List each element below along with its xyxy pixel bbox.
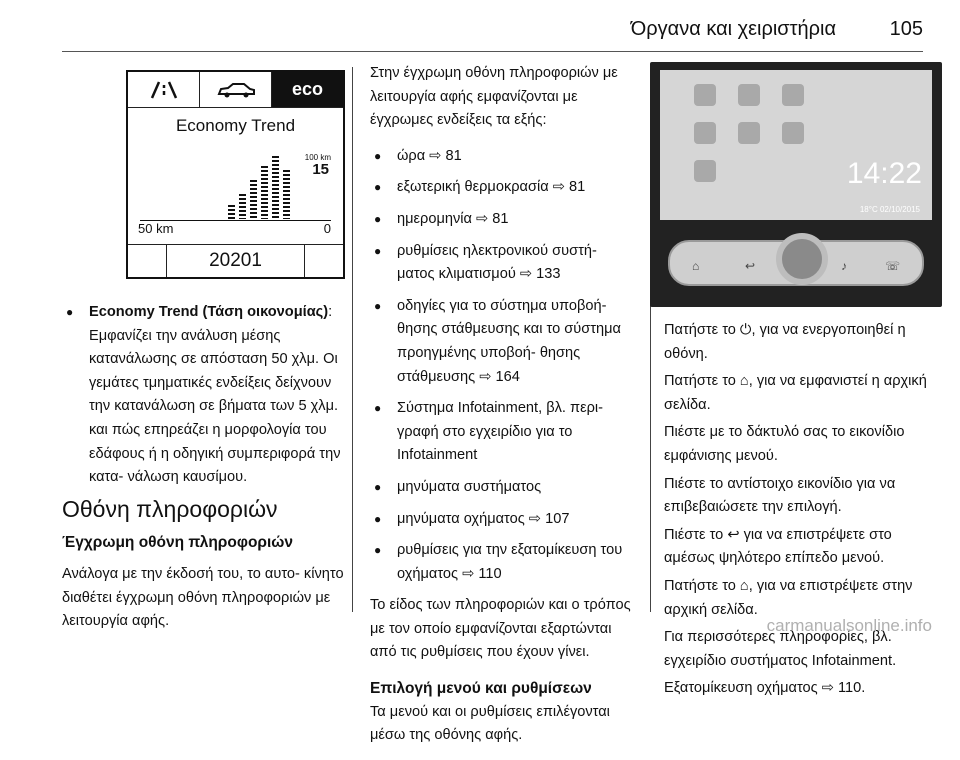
paragraph: Πιέστε το ↩ για να επιστρέψετε στο αμέσως ψηλότερο επίπεδο μενού. [664,526,892,567]
audio-icon: ♪ [841,259,847,273]
paragraph: Πιέστε με το δάκτυλό σας το εικονίδιο εμφάνισης μενού. [664,424,905,464]
section-heading: Οθόνη πληροφοριών [62,495,278,522]
paragraph: Πατήστε το ⌂, για να εμφανιστεί η αρχική σελίδα. [664,373,927,413]
economy-trend-title: Economy Trend [175,116,296,135]
clock-date: 18°C 02/10/2015 [859,205,920,214]
page-header [631,18,923,41]
bullet-term: Economy Trend (Τάση οικονομίας) [89,304,329,320]
cluster-bottom-bar [128,244,343,277]
scale-value: 15 [312,161,329,178]
list-item: ● μηνύματα συστήματος [370,476,638,500]
list-item: ● Σύστημα Infotainment, βλ. περι- γραφή στο εγχειρίδιο για το Infotainment [370,397,638,468]
list-item: ● οδηγίες για το σύστημα υποβοή- θησης στάθμευσης και το σύστημα προηγμένης υποβοή- θησης στάθμευσης ⇨ 164 [370,295,638,389]
list-item: ● εξωτερική θερμοκρασία ⇨ 81 [370,176,638,200]
list-item: ● μηνύματα οχήματος ⇨ 107 [370,508,638,532]
paragraph: Το είδος των πληροφοριών και ο τρόπος με τον οποίο εμφανίζονται εξαρτώνται από τις ρυθμίσεις που έχουν γίνει. [370,597,631,661]
consumption-bar [228,205,235,219]
watermark: carmanualsonline.info [766,616,932,635]
infotainment-display-image [650,62,942,307]
app-icon [694,122,716,144]
power-knob-icon [776,233,828,285]
app-icon [782,122,804,144]
consumption-bars [228,156,290,219]
consumption-bar [239,194,246,219]
subheading: Έγχρωμη οθόνη πληροφοριών [62,534,294,552]
bullet-text: : Εμφανίζει την ανάλυση μέσης κατανάλωσης σε απόσταση 50 χλμ. Οι γεμάτες τμηματικές ενδείξεις δείχνουν την κατανάλωση σε βήματα των 5 χλμ. και πώς επηρεάζει η μορφολογία του εδάφους ή η οδηγική συμπεριφορά την κατα- νάλωση καυσίμου. [89,304,341,486]
back-icon: ↩ [745,259,756,273]
consumption-bar [272,156,279,219]
page-title: Όργανα και χειριστήρια [630,18,837,40]
consumption-bar [261,166,268,219]
app-icon [694,160,716,182]
clock-time: 14:22 [846,157,922,190]
paragraph: Πατήστε το ⌂, για να επιστρέψετε στην αρχική σελίδα. [664,577,913,618]
column-divider [352,67,353,612]
car-icon [200,72,272,107]
app-icon [782,84,804,106]
distance-right-label: 0 [323,221,331,237]
display-items-list [370,145,638,587]
paragraph: Πατήστε το ⏻, για να ενεργοποιηθεί η οθόνη. [664,322,906,362]
distance-left-label: 50 km [138,221,174,237]
list-item: ● ώρα ⇨ 81 [370,145,638,169]
eco-label: eco [272,72,343,107]
paragraph: Για περισσότερες πληροφορίες, βλ. εγχειρίδιο συστήματος Infotainment. [664,629,897,669]
paragraph: Ανάλογα με την έκδοσή του, το αυτο- κίνητο διαθέτει έγχρωμη οθόνη πληροφοριών με λειτουργία αφής. [62,565,344,630]
list-item: ● ρυθμίσεις για την εξατομίκευση του οχήματος ⇨ 110 [370,539,638,586]
app-icon [738,84,760,106]
consumption-bar [283,170,290,219]
header-rule [62,51,923,52]
paragraph: Τα μενού και οι ρυθμίσεις επιλέγονται μέσω της οθόνης αφής. [370,703,610,744]
home-icon: ⌂ [692,259,700,273]
consumption-bar [250,180,257,219]
app-icon [694,84,716,106]
cluster-top-bar [128,72,343,108]
paragraph: Πιέστε το αντίστοιχο εικονίδιο για να επιβεβαιώσετε την επιλογή. [664,475,896,516]
intro-paragraph: Στην έγχρωμη οθόνη πληροφοριών με λειτουργία αφής εμφανίζονται με έγχρωμες ενδείξεις τα εξής: [370,65,618,129]
phone-icon: ☏ [884,259,900,273]
page-number: 105 [889,18,923,40]
column-3 [664,62,934,705]
scale-unit: 100 km [304,153,331,162]
list-item: ● ημερομηνία ⇨ 81 [370,208,638,232]
economy-trend-display-image [126,70,345,279]
subheading: Επιλογή μενού και ρυθμίσεων [370,680,592,698]
column-1 [62,55,347,646]
odometer-value: 20201 [209,250,262,271]
column-2 [370,62,638,760]
economy-trend-list [62,301,347,490]
app-icon [738,122,760,144]
paragraph: Εξατομίκευση οχήματος ⇨ 110. [664,680,866,697]
list-item [62,301,347,490]
list-item: ● ρυθμίσεις ηλεκτρονικού συστή- ματος κλιματισμού ⇨ 133 [370,240,638,287]
road-icon [128,72,200,107]
